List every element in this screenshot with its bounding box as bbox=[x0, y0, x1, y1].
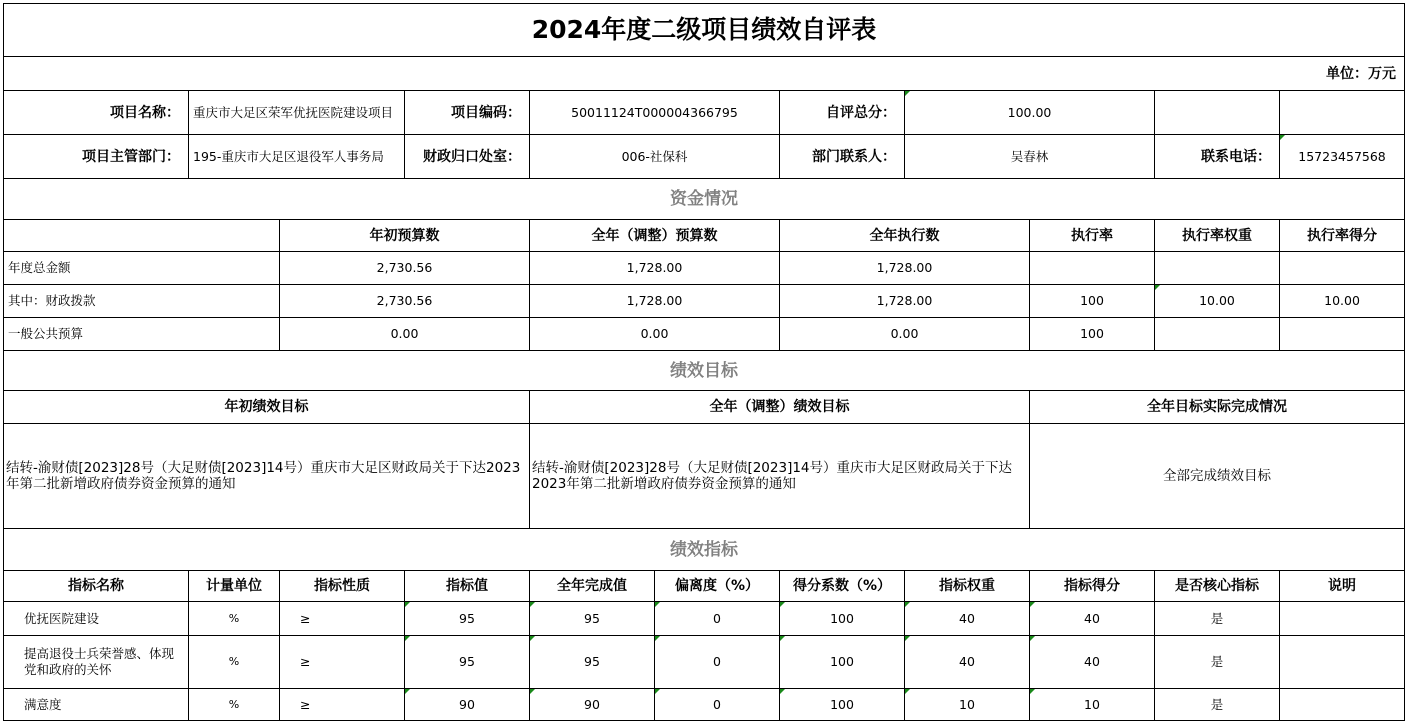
funds-cell: 10.00 bbox=[1155, 285, 1280, 318]
indicator-cell: 95 bbox=[530, 602, 655, 636]
funds-header: 执行率 bbox=[1030, 220, 1155, 252]
indicator-cell: % bbox=[189, 636, 280, 689]
indicator-cell: 100 bbox=[780, 689, 905, 721]
initial-goal: 结转-渝财债[2023]28号（大足财债[2023]14号）重庆市大足区财政局关于下达2023年第二批新增政府债券资金预算的通知 bbox=[4, 424, 530, 529]
indicator-header: 计量单位 bbox=[189, 571, 280, 602]
finance-office: 006-社保科 bbox=[530, 135, 780, 179]
funds-header: 执行率得分 bbox=[1280, 220, 1405, 252]
indicator-cell: 40 bbox=[1030, 636, 1155, 689]
indicator-cell: 40 bbox=[1030, 602, 1155, 636]
indicator-header: 指标权重 bbox=[905, 571, 1030, 602]
indicator-cell: 40 bbox=[905, 636, 1030, 689]
indicator-cell bbox=[1280, 602, 1405, 636]
indicator-cell: 满意度 bbox=[4, 689, 189, 721]
funds-header: 全年执行数 bbox=[780, 220, 1030, 252]
total-score: 100.00 bbox=[905, 91, 1155, 135]
indicator-cell: 是 bbox=[1155, 636, 1280, 689]
goals-header: 年初绩效目标 bbox=[4, 391, 530, 424]
funds-header: 年初预算数 bbox=[280, 220, 530, 252]
page-title: 2024年度二级项目绩效自评表 bbox=[4, 4, 1405, 57]
funds-cell bbox=[1155, 252, 1280, 285]
indicator-header: 指标值 bbox=[405, 571, 530, 602]
funds-cell bbox=[1155, 318, 1280, 351]
indicator-cell: 90 bbox=[405, 689, 530, 721]
indicator-cell: 0 bbox=[655, 602, 780, 636]
funds-cell bbox=[1280, 252, 1405, 285]
empty-cell bbox=[1155, 91, 1280, 135]
indicator-cell: 0 bbox=[655, 689, 780, 721]
indicator-header: 说明 bbox=[1280, 571, 1405, 602]
funds-cell: 0.00 bbox=[530, 318, 780, 351]
indicator-cell: % bbox=[189, 689, 280, 721]
contact: 吴春林 bbox=[905, 135, 1155, 179]
contact-label: 部门联系人： bbox=[780, 135, 905, 179]
indicator-cell bbox=[1280, 636, 1405, 689]
indicator-cell: 90 bbox=[530, 689, 655, 721]
project-name-label: 项目名称： bbox=[4, 91, 189, 135]
indicator-header: 全年完成值 bbox=[530, 571, 655, 602]
indicator-cell: ≥ bbox=[280, 689, 405, 721]
dept: 195-重庆市大足区退役军人事务局 bbox=[189, 135, 405, 179]
indicator-cell: % bbox=[189, 602, 280, 636]
score-label: 自评总分： bbox=[780, 91, 905, 135]
funds-cell: 1,728.00 bbox=[530, 285, 780, 318]
self-evaluation-table bbox=[3, 3, 1405, 721]
indicator-cell: 95 bbox=[405, 602, 530, 636]
indicator-header: 指标名称 bbox=[4, 571, 189, 602]
indicator-row bbox=[4, 602, 1405, 636]
adjusted-goal: 结转-渝财债[2023]28号（大足财债[2023]14号）重庆市大足区财政局关于下达2023年第二批新增政府债券资金预算的通知 bbox=[530, 424, 1030, 529]
project-code-label: 项目编码： bbox=[405, 91, 530, 135]
indicator-cell: 100 bbox=[780, 602, 905, 636]
indicator-header: 指标性质 bbox=[280, 571, 405, 602]
funds-cell bbox=[1030, 252, 1155, 285]
dept-label: 项目主管部门： bbox=[4, 135, 189, 179]
funds-row bbox=[4, 285, 1405, 318]
goals-header: 全年目标实际完成情况 bbox=[1030, 391, 1405, 424]
funds-row-label: 其中：财政拨款 bbox=[4, 285, 280, 318]
indicator-header: 得分系数（%） bbox=[780, 571, 905, 602]
empty-cell bbox=[1280, 91, 1405, 135]
funds-cell: 2,730.56 bbox=[280, 252, 530, 285]
funds-cell: 100 bbox=[1030, 285, 1155, 318]
project-name: 重庆市大足区荣军优抚医院建设项目 bbox=[189, 91, 405, 135]
goal-completion: 全部完成绩效目标 bbox=[1030, 424, 1405, 529]
indicator-cell: 是 bbox=[1155, 602, 1280, 636]
indicator-cell: 10 bbox=[905, 689, 1030, 721]
funds-row bbox=[4, 252, 1405, 285]
indicator-cell: 95 bbox=[405, 636, 530, 689]
goals-section-title: 绩效目标 bbox=[4, 351, 1405, 391]
project-code: 50011124T000004366795 bbox=[530, 91, 780, 135]
indicator-cell bbox=[1280, 689, 1405, 721]
indicator-header: 偏离度（%） bbox=[655, 571, 780, 602]
indicator-cell: ≥ bbox=[280, 602, 405, 636]
funds-cell: 1,728.00 bbox=[780, 285, 1030, 318]
funds-cell bbox=[1280, 318, 1405, 351]
funds-header: 全年（调整）预算数 bbox=[530, 220, 780, 252]
funds-cell: 1,728.00 bbox=[780, 252, 1030, 285]
funds-cell: 100 bbox=[1030, 318, 1155, 351]
indicator-cell: 40 bbox=[905, 602, 1030, 636]
phone-label: 联系电话： bbox=[1155, 135, 1280, 179]
funds-cell: 10.00 bbox=[1280, 285, 1405, 318]
indicator-cell: ≥ bbox=[280, 636, 405, 689]
funds-cell: 0.00 bbox=[280, 318, 530, 351]
indicator-cell: 是 bbox=[1155, 689, 1280, 721]
funds-section-title: 资金情况 bbox=[4, 179, 1405, 220]
indicator-cell: 10 bbox=[1030, 689, 1155, 721]
empty-cell bbox=[4, 220, 280, 252]
indicator-header: 指标得分 bbox=[1030, 571, 1155, 602]
phone: 15723457568 bbox=[1280, 135, 1405, 179]
indicator-cell: 100 bbox=[780, 636, 905, 689]
funds-cell: 1,728.00 bbox=[530, 252, 780, 285]
indicator-cell: 0 bbox=[655, 636, 780, 689]
funds-cell: 2,730.56 bbox=[280, 285, 530, 318]
indicator-row bbox=[4, 689, 1405, 721]
funds-header: 执行率权重 bbox=[1155, 220, 1280, 252]
indicator-row bbox=[4, 636, 1405, 689]
finance-label: 财政归口处室： bbox=[405, 135, 530, 179]
unit-label: 单位：万元 bbox=[4, 57, 1405, 91]
indicators-section-title: 绩效指标 bbox=[4, 529, 1405, 571]
indicator-cell: 95 bbox=[530, 636, 655, 689]
indicator-cell: 提高退役士兵荣誉感、体现党和政府的关怀 bbox=[4, 636, 189, 689]
indicator-header: 是否核心指标 bbox=[1155, 571, 1280, 602]
funds-cell: 0.00 bbox=[780, 318, 1030, 351]
indicator-cell: 优抚医院建设 bbox=[4, 602, 189, 636]
funds-row bbox=[4, 318, 1405, 351]
goals-header: 全年（调整）绩效目标 bbox=[530, 391, 1030, 424]
funds-row-label: 年度总金额 bbox=[4, 252, 280, 285]
funds-row-label: 一般公共预算 bbox=[4, 318, 280, 351]
